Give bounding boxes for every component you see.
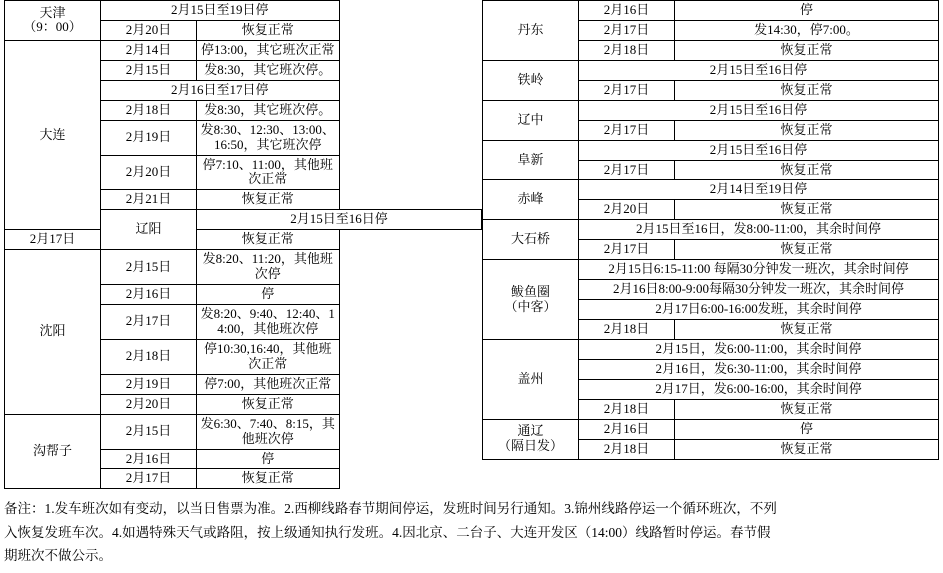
right-note-cell: 恢复正常: [675, 80, 939, 100]
left-note-cell: 发8:30，其它班次停。: [197, 100, 340, 120]
right-city-cell: 辽中: [483, 100, 579, 140]
table-row: [483, 260, 939, 280]
right-city-cell: 丹东: [483, 1, 579, 61]
table-row: [5, 230, 482, 250]
right-date-cell: 2月18日: [579, 40, 675, 60]
left-note-cell: 停: [197, 285, 340, 305]
right-date-cell: 2月15日至16日停: [579, 60, 939, 80]
right-note-cell: 发14:30，停7:00。: [675, 20, 939, 40]
left-note-cell: 恢复正常: [197, 190, 340, 210]
left-table-body: [5, 1, 482, 489]
left-date-cell: 2月15日至16日停: [197, 210, 482, 230]
table-row: [483, 60, 939, 80]
right-date-cell: 2月17日，发6:00-16:00，其余时间停: [579, 379, 939, 399]
left-schedule-table: [4, 0, 482, 489]
right-note-cell: 恢复正常: [675, 200, 939, 220]
right-note-cell: 恢复正常: [675, 240, 939, 260]
left-note-cell: 发8:20、9:40、12:40、14:00，其他班次停: [197, 305, 340, 340]
left-note-cell: 停7:00，其他班次正常: [197, 374, 340, 394]
footer-line-1: 备注：1.发车班次如有变动，以当日售票为准。2.西柳线路春节期间停运，发班时间另行通知。3.锦州线路停运一个循环班次，不列: [4, 501, 777, 516]
table-row: [483, 220, 939, 240]
right-date-cell: 2月16日8:00-9:00每隔30分钟发一班次，其余时间停: [579, 280, 939, 300]
left-note-cell: 停10:30,16:40，其他班次正常: [197, 339, 340, 374]
left-date-cell: 2月17日: [101, 469, 197, 489]
left-date-cell: 2月20日: [101, 155, 197, 190]
left-date-cell: 2月17日: [101, 305, 197, 340]
right-city-cell: 铁岭: [483, 60, 579, 100]
right-note-cell: 恢复正常: [675, 160, 939, 180]
left-note-cell: 发8:20、11:20，其他班次停: [197, 250, 340, 285]
left-note-cell: 恢复正常: [197, 20, 340, 40]
right-city-cell: 盖州: [483, 339, 579, 419]
left-date-cell: 2月15日至19日停: [101, 1, 340, 21]
right-city-cell: 阜新: [483, 140, 579, 180]
right-note-cell: 恢复正常: [675, 120, 939, 140]
right-note-cell: 停: [675, 1, 939, 21]
right-date-cell: 2月14日至19日停: [579, 180, 939, 200]
right-city-cell: 大石桥: [483, 220, 579, 260]
footer-line-3: 期班次不做公示。: [4, 548, 112, 564]
right-date-cell: 2月18日: [579, 439, 675, 459]
right-note-cell: 恢复正常: [675, 320, 939, 340]
right-date-cell: 2月17日: [579, 20, 675, 40]
left-date-cell: 2月15日: [101, 414, 197, 449]
table-row: [5, 1, 482, 21]
left-date-cell: 2月19日: [101, 374, 197, 394]
footer-line-2: 入恢复发班车次。4.如遇特殊天气或路阻，按上级通知执行发班。4.因北京、二台子、大连开发区（14:00）线路暂时停运。春节假: [4, 524, 771, 540]
left-date-cell: 2月16日至17日停: [101, 80, 340, 100]
left-note-cell: 恢复正常: [197, 469, 340, 489]
right-city-cell: 鲅鱼圈 （中客）: [483, 260, 579, 340]
right-date-cell: 2月17日: [579, 80, 675, 100]
footer-notes: [4, 497, 937, 568]
left-note-cell: 发6:30、7:40、8:15，其他班次停: [197, 414, 340, 449]
left-date-cell: 2月19日: [101, 120, 197, 155]
left-date-cell: 2月16日: [101, 285, 197, 305]
left-date-cell: 2月20日: [101, 394, 197, 414]
left-note-cell: 发8:30、12:30、13:00、16:50，其它班次停: [197, 120, 340, 155]
table-row: [5, 40, 482, 60]
right-date-cell: 2月17日: [579, 240, 675, 260]
left-date-cell: 2月16日: [101, 449, 197, 469]
right-date-cell: 2月16日: [579, 1, 675, 21]
right-note-cell: 恢复正常: [675, 399, 939, 419]
right-city-cell: 通辽 （隔日发）: [483, 419, 579, 459]
table-row: [483, 100, 939, 120]
left-date-cell: 2月21日: [101, 190, 197, 210]
right-date-cell: 2月15日至16日，发8:00-11:00，其余时间停: [579, 220, 939, 240]
right-note-cell: 停: [675, 419, 939, 439]
right-note-cell: 恢复正常: [675, 439, 939, 459]
table-row: [483, 1, 939, 21]
right-date-cell: 2月18日: [579, 320, 675, 340]
left-date-cell: 2月15日: [101, 250, 197, 285]
left-date-cell: 2月17日: [5, 230, 101, 250]
right-date-cell: 2月16日: [579, 419, 675, 439]
table-row: [483, 140, 939, 160]
right-date-cell: 2月17日: [579, 160, 675, 180]
left-note-cell: 停7:10、11:00，其他班次正常: [197, 155, 340, 190]
right-date-cell: 2月15日，发6:00-11:00，其余时间停: [579, 339, 939, 359]
right-date-cell: 2月17日: [579, 120, 675, 140]
right-city-cell: 赤峰: [483, 180, 579, 220]
right-date-cell: 2月15日至16日停: [579, 100, 939, 120]
table-row: [483, 339, 939, 359]
left-note-cell: 发8:30，其它班次停。: [197, 60, 340, 80]
left-note-cell: 停13:00，其它班次正常: [197, 40, 340, 60]
left-note-cell: 恢复正常: [197, 394, 340, 414]
table-row: [483, 180, 939, 200]
left-city-cell: 大连: [5, 40, 101, 229]
left-date-cell: 2月14日: [101, 40, 197, 60]
right-schedule-table: [482, 0, 939, 460]
left-date-cell: 2月18日: [101, 100, 197, 120]
left-date-cell: 2月15日: [101, 60, 197, 80]
left-city-cell: 辽阳: [101, 210, 197, 250]
right-date-cell: 2月17日6:00-16:00发班，其余时间停: [579, 300, 939, 320]
right-date-cell: 2月18日: [579, 399, 675, 419]
left-city-cell: 沟帮子: [5, 414, 101, 489]
table-row: [5, 250, 482, 285]
left-city-cell: 沈阳: [5, 250, 101, 414]
left-date-cell: 2月20日: [101, 20, 197, 40]
right-date-cell: 2月15日6:15-11:00 每隔30分钟发一班次，其余时间停: [579, 260, 939, 280]
table-row: [5, 414, 482, 449]
right-date-cell: 2月20日: [579, 200, 675, 220]
right-note-cell: 恢复正常: [675, 40, 939, 60]
left-note-cell: 恢复正常: [197, 230, 340, 250]
right-table-body: [483, 1, 939, 460]
right-date-cell: 2月15日至16日停: [579, 140, 939, 160]
table-row: [483, 419, 939, 439]
left-city-cell: 天津 （9：00）: [5, 1, 101, 41]
left-date-cell: 2月18日: [101, 339, 197, 374]
right-date-cell: 2月16日，发6:30-11:00，其余时间停: [579, 359, 939, 379]
left-note-cell: 停: [197, 449, 340, 469]
